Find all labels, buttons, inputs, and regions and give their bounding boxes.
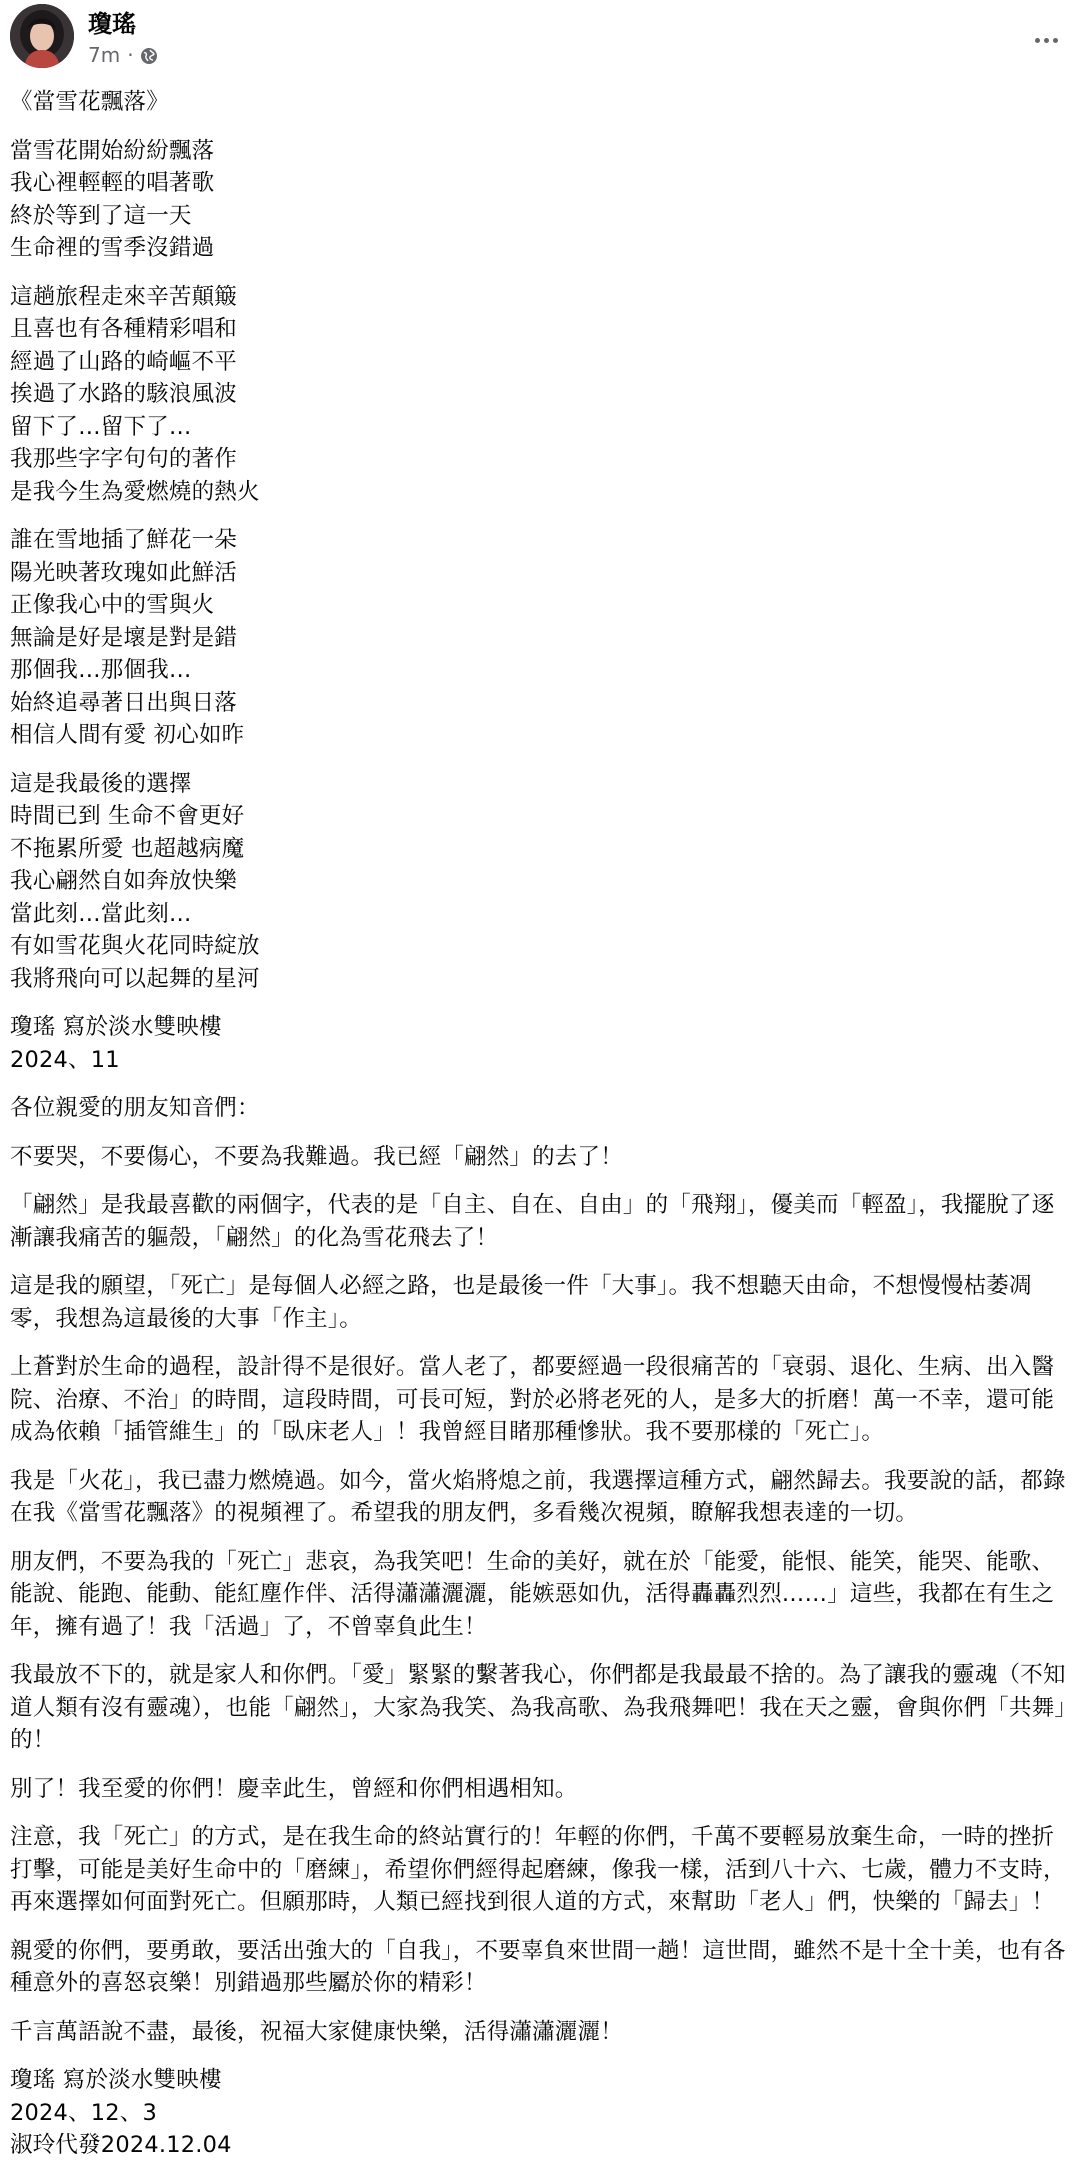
poem-line: 時間已到 生命不會更好 [10, 803, 245, 829]
poem-title-block [10, 86, 1072, 119]
letter-paragraph [10, 2016, 1072, 2049]
signature-line: 瓊瑤 寫於淡水雙映樓 [10, 1014, 222, 1040]
poem-stanza-2 [10, 281, 1072, 509]
poem-line: 始終追尋著日出與日落 [10, 689, 238, 716]
poem-line: 終於等到了這一天 [10, 202, 192, 229]
paragraph-text: 朋友們，不要為我的「死亡」悲哀，為我笑吧！生命的美好，就在於「能愛，能恨、能笑，能哭、能歌、能說、能跑、能動、能紅塵作伴、活得瀟瀟灑灑，能嫉惡如仇，活得轟轟烈烈……」這些，我都在有生之年，擁有過了！我「活過」了，不曾辜負此生！ [10, 1548, 1055, 1640]
post-meta [88, 42, 158, 68]
poem-line: 這是我最後的選擇 [10, 770, 192, 797]
post-time[interactable]: 7m [88, 43, 121, 67]
paragraph-text: 注意，我「死亡」的方式，是在我生命的終站實行的！年輕的你們，千萬不要輕易放棄生命，一時的挫折打擊，可能是美好生命中的「磨練」，希望你們經得起磨練，像我一樣，活到八十六、七歲，體力不支時，再來選擇如何面對死亡。但願那時，人類已經找到很人道的方式，來幫助「老人」們，快樂的「歸去」！ [10, 1824, 1066, 1915]
poem-stanza-1 [10, 135, 1072, 265]
poem-line: 不拖累所愛 也超越病魔 [10, 835, 245, 862]
poem-line: 相信人間有愛 初心如昨 [10, 722, 245, 748]
letter-paragraph [10, 1141, 1072, 1174]
poem-line: 這趟旅程走來辛苦顛簸 [10, 283, 238, 310]
poem-line: 留下了…留下了… [10, 413, 192, 440]
poem-line: 且喜也有各種精彩唱和 [10, 316, 238, 342]
greeting-text: 各位親愛的朋友知音們： [10, 1095, 260, 1121]
more-horizontal-icon[interactable] [1028, 22, 1064, 58]
poem-signature [10, 1011, 1072, 1076]
paragraph-text: 我最放不下的，就是家人和你們。「愛」緊緊的繫著我心，你們都是我最最不捨的。為了讓我的靈魂（不知道人類有沒有靈魂），也能「翩然」，大家為我笑、為我高歌、為我飛舞吧！我在天之靈，會與你們「共舞」的！ [10, 1662, 1066, 1753]
poem-line: 誰在雪地插了鮮花一朵 [10, 527, 238, 553]
avatar[interactable] [10, 4, 74, 68]
poem-line: 是我今生為愛燃燒的熱火 [10, 478, 260, 505]
letter-paragraph [10, 1351, 1072, 1449]
paragraph-text: 不要哭，不要傷心，不要為我難過。我已經「翩然」的去了！ [10, 1143, 623, 1170]
poem-line: 我那些字字句句的著作 [10, 446, 238, 472]
poem-line: 那個我…那個我… [10, 657, 192, 683]
letter-paragraph [10, 1659, 1072, 1757]
paragraph-text: 「翩然」是我最喜歡的兩個字，代表的是「自主、自在、自由」的「飛翔」，優美而「輕盈」，我擺脫了逐漸讓我痛苦的軀殼，「翩然」的化為雪花飛去了！ [10, 1192, 1055, 1251]
poem-title: 《當雪花飄落》 [10, 89, 169, 115]
poem-line: 我將飛向可以起舞的星河 [10, 965, 260, 992]
letter-paragraph [10, 1546, 1072, 1644]
letter-paragraph [10, 1935, 1072, 2000]
poem-stanza-3 [10, 524, 1072, 752]
letter-paragraph [10, 1189, 1072, 1254]
poem-stanza-4 [10, 768, 1072, 996]
letter-paragraph [10, 1773, 1072, 1806]
globe-icon [140, 46, 158, 64]
paragraph-text: 親愛的你們，要勇敢，要活出強大的「自我」，不要辜負來世間一趟！這世間，雖然不是十全十美，也有各種意外的喜怒哀樂！別錯過那些屬於你的精彩！ [10, 1937, 1066, 1996]
letter-paragraph [10, 1465, 1072, 1530]
meta-separator: · [127, 43, 134, 67]
poem-line: 當雪花開始紛紛飄落 [10, 137, 215, 164]
poem-line: 生命裡的雪季沒錯過 [10, 235, 215, 261]
author-name[interactable]: 瓊瑤 [88, 10, 136, 38]
paragraph-text: 我是「火花」，我已盡力燃燒過。如今，當火焰將熄之前，我選擇這種方式，翩然歸去。我要說的話，都錄在我《當雪花飄落》的視頻裡了。希望我的朋友們，多看幾次視頻，瞭解我想表達的一切。 [10, 1467, 1066, 1526]
post-body [10, 86, 1072, 2178]
letter-paragraph [10, 1270, 1072, 1335]
post-header [0, 0, 1080, 80]
paragraph-text: 上蒼對於生命的過程，設計得不是很好。當人老了，都要經過一段很痛苦的「衰弱、退化、生病、出入醫院、治療、不治」的時間，這段時間，可長可短，對於必將老死的人，是多大的折磨！萬一不幸，還可能成為依賴「插管維生」的「臥床老人」！我曾經目睹那種慘狀。我不要那樣的「死亡」。 [10, 1354, 1055, 1445]
poem-line: 無論是好是壞是對是錯 [10, 624, 238, 651]
poem-line: 我心翩然自如奔放快樂 [10, 868, 238, 894]
paragraph-text: 這是我的願望，「死亡」是每個人必經之路，也是最後一件「大事」。我不想聽天由命，不想慢慢枯萎凋零，我想為這最後的大事「作主」。 [10, 1273, 1032, 1332]
poem-line: 陽光映著玫瑰如此鮮活 [10, 559, 238, 586]
posted-by-line: 淑玲代發2024.12.04 [10, 2132, 232, 2158]
signature-line: 瓊瑤 寫於淡水雙映樓 [10, 2067, 222, 2093]
poem-line: 挨過了水路的駭浪風波 [10, 381, 238, 407]
paragraph-text: 千言萬語說不盡，最後，祝福大家健康快樂，活得瀟瀟灑灑！ [10, 2018, 623, 2045]
poem-line: 經過了山路的崎嶇不平 [10, 348, 238, 375]
signature-date: 2024、11 [10, 1046, 120, 1073]
poem-line: 當此刻…當此刻… [10, 900, 192, 927]
letter-signature [10, 2064, 1072, 2162]
letter-paragraph [10, 1821, 1072, 1919]
poem-line: 我心裡輕輕的唱著歌 [10, 170, 215, 196]
poem-line: 有如雪花與火花同時綻放 [10, 933, 260, 959]
signature-date: 2024、12、3 [10, 2099, 158, 2126]
letter-greeting [10, 1092, 1072, 1125]
paragraph-text: 別了！我至愛的你們！慶幸此生，曾經和你們相遇相知。 [10, 1775, 578, 1802]
poem-line: 正像我心中的雪與火 [10, 592, 215, 618]
